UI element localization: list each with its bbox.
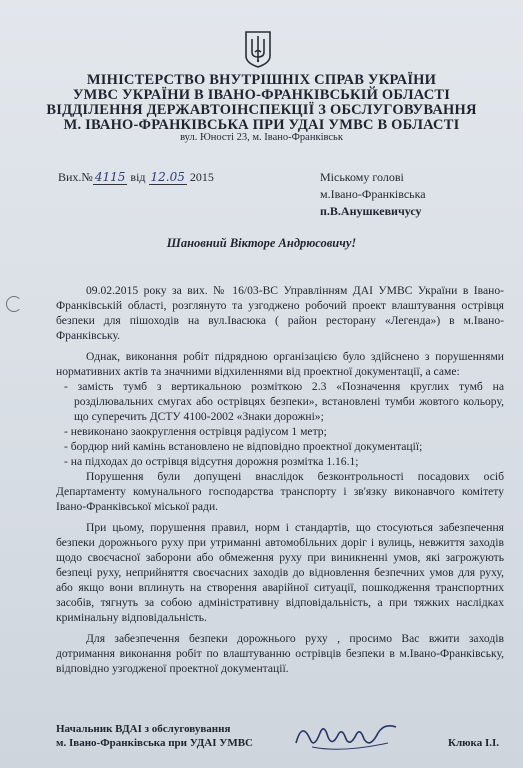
salutation: Шановний Вікторе Андрюсовичу! [166,236,357,250]
punch-hole-mark [6,296,22,312]
paragraph-2: Однак, виконання робіт підрядною організацією було здійснено з порушеннями нормативних актів та значними відхиленнями від проектної документації, а саме: [56,350,504,378]
ref-year: 2015 [189,170,214,184]
ref-date: 12.05 [150,170,185,184]
header-department: ВІДДІЛЕННЯ ДЕРЖАВТОІНСПЕКЦІЇ З ОБСЛУГОВУВАННЯ [46,102,477,118]
header-umvs: УМВС УКРАЇНИ В ІВАНО-ФРАНКІВСЬКІЙ ОБЛАСТІ [72,87,451,103]
ref-number: 4115 [94,170,126,184]
violation-item-2: - невиконано заокруглення острівця радіусом 1 метр; [64,425,327,438]
header-city: М. ІВАНО-ФРАНКІВСЬКА ПРИ УДАІ УМВС В ОБЛАСТІ [63,117,460,133]
addressee-block [320,169,426,220]
addressee-city: м.Івано-Франківська [320,187,426,201]
addressee-name: п.В.Анушкевичусу [320,204,422,218]
trident-emblem-icon [243,30,273,68]
signatory-title [56,722,253,750]
paragraph-5: Для забезпечення безпеки дорожнього руху , просимо Вас вжити заходів дотримання виконання робіт по влаштуванню острівців безпеки в м.Івано-Франківську, відповідно узгодженої проектної документації. [56,632,504,675]
paragraph-4: При цьому, порушення правил, норм і стандартів, що стосуються забезпечення безпеки дорожнього руху при утриманні автомобільних доріг і вулиць, невжиття заходів щодо своєчасної заборони або обмеження руху при виникненні умов, які загрожують безпеці руху, неприйняття своєчасних заходів до відновлення безпечних умов для руху, або якщо вони вплинуть на створення аварійної ситуації, пошкодження транспортних засобів, тягнуть за собою адміністративну відповідальність, а при тяжких наслідках кримінальну відповідальність. [56,521,504,624]
violation-item-3: - бордюр ний камінь встановлено не відповідно проектної документації; [64,440,423,453]
violation-item-4: - на підходах до острівця відсутня дорожня розмітка 1.16.1; [64,455,359,468]
signatory-title-line1: Начальник ВДАІ з обслуговування [56,723,231,735]
outgoing-reference [58,170,214,185]
violation-item-1: - замість тумб з вертикальною розміткою 2.3 «Позначення круглих тумб на розділювальних смугах або острівцях безпеки», встановлені тумби жовтого кольору, що суперечить ДСТУ 4100-2002 «Знаки дорожні»; [64,380,504,423]
addressee-position: Міському голові [320,170,404,184]
signatory-name: Клюка І.І. [448,737,500,749]
header-address: вул. Юності 23, м. Івано-Франківськ [180,132,343,143]
paragraph-1: 09.02.2015 року за вих. № 16/03-ВС Управлінням ДАІ УМВС України в Івано-Франківській області, розглянуто та узгоджено робочий проект влаштування острівця безпеки для пішоходів на вул.Івасюка ( район ресторану «Легенда») в м.Івано-Франківську. [56,284,504,342]
ref-prefix: Вих.№ [58,170,93,184]
handwritten-signature [292,713,402,757]
signatory-title-line2: м. Івано-Франківська при УДАІ УМВС [56,737,253,749]
letter-body [56,283,504,676]
ref-date-prefix: від [130,170,146,184]
paragraph-3: Порушення були допущені внаслідок безконтрольності посадових осіб Департаменту комунального господарства транспорту і зв'язку виконавчого комітету Івано-Франківської міської ради. [56,470,504,513]
header-ministry: МІНІСТЕРСТВО ВНУТРІШНІХ СПРАВ УКРАЇНИ [86,72,437,88]
